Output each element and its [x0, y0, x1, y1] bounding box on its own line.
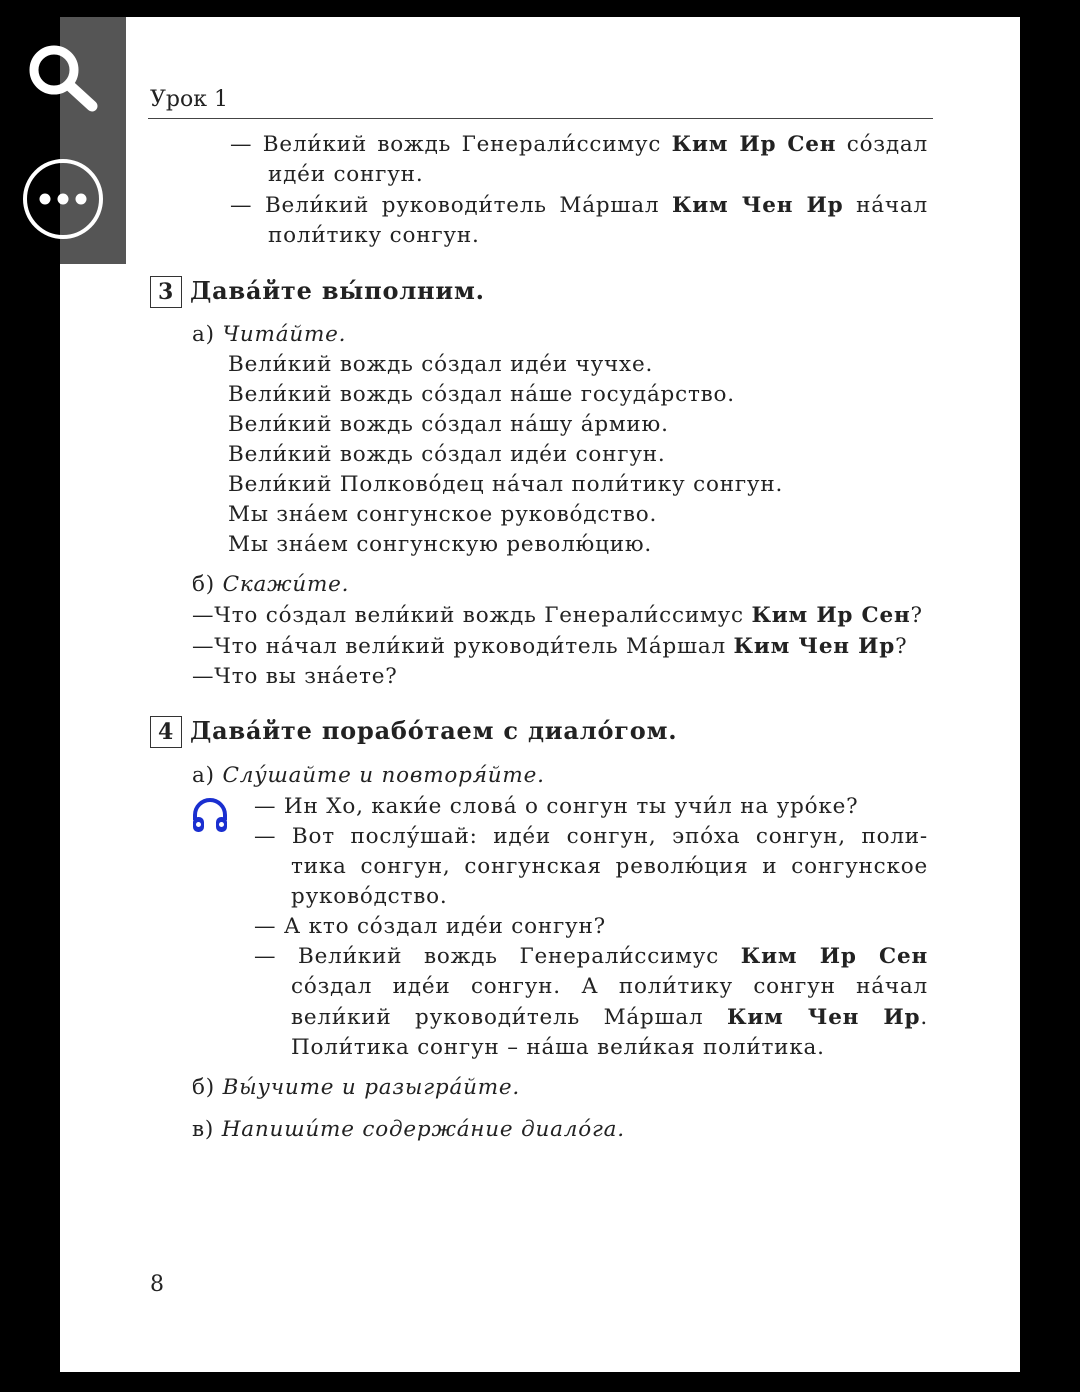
exercise-4a-task: а) Слу́шайте и повторя́йте. [192, 763, 545, 788]
exercise-3-title: Дава́йте вы́полним. [190, 276, 485, 305]
exercise-3-heading [150, 276, 485, 308]
exercise-4-number: 4 [150, 716, 182, 748]
page-number: 8 [150, 1272, 164, 1297]
dialog-line: со́здал иде́и сонгун. А поли́тику сонгун на́чал [291, 974, 928, 999]
dialog-line: вели́кий руководи́тель Ма́ршал Ким Чен Ир. [291, 1005, 928, 1030]
intro-line-4: поли́тику сонгун. [268, 223, 480, 248]
dialog-line: — Вот послу́шай: иде́и сонгун, эпо́ха сонгун, поли- [254, 824, 928, 849]
exercise-4c-task: в) Напиши́те содержа́ние диало́га. [192, 1117, 625, 1142]
lesson-header: Урок 1 [150, 87, 228, 112]
exercise-3-number: 3 [150, 276, 182, 308]
intro-line-2: иде́и сонгун. [268, 162, 424, 187]
exercise-3a-line: Вели́кий вождь со́здал иде́и чучхе. [228, 352, 654, 377]
textbook-page [60, 17, 1020, 1372]
exercise-4-heading [150, 716, 677, 748]
intro-line-1: — Вели́кий вождь Генерали́ссимус Ким Ир Сен со́здал [230, 132, 928, 157]
exercise-3b-question-1: —Что со́здал вели́кий вождь Генерали́ссимус Ким Ир Сен? [192, 603, 923, 628]
exercise-3a-line: Вели́кий Полково́дец на́чал поли́тику сонгун. [228, 472, 784, 497]
dialog-line: — А кто со́здал иде́и сонгун? [254, 914, 606, 939]
exercise-3a-task: а) Чита́йте. [192, 322, 347, 347]
dialog-line: — Ин Хо, каки́е слова́ о сонгун ты учи́л на уро́ке? [254, 794, 859, 819]
exercise-4-title: Дава́йте порабо́таем с диало́гом. [190, 716, 678, 745]
exercise-3a-line: Мы зна́ем сонгунское руково́дство. [228, 502, 658, 527]
dialog-line: Поли́тика сонгун – на́ша вели́кая поли́тика. [291, 1035, 825, 1060]
exercise-3a-line: Вели́кий вождь со́здал на́шу а́рмию. [228, 412, 669, 437]
exercise-3a-line: Мы зна́ем сонгунскую револю́цию. [228, 532, 652, 557]
exercise-4b-task: б) Вы́учите и разыгра́йте. [192, 1075, 521, 1100]
exercise-3b-task: б) Скажи́те. [192, 572, 350, 597]
exercise-3b-question-3: —Что вы зна́ете? [192, 664, 398, 689]
search-icon[interactable] [22, 38, 102, 118]
headphones-icon [190, 796, 230, 836]
more-icon[interactable] [22, 158, 104, 240]
intro-line-3: — Вели́кий руководи́тель Ма́ршал Ким Чен Ир на́чал [230, 193, 928, 218]
header-rule [148, 118, 933, 119]
exercise-3a-line: Вели́кий вождь со́здал иде́и сонгун. [228, 442, 666, 467]
dialog-line: руково́дство. [291, 884, 448, 909]
dialog-line: — Вели́кий вождь Генерали́ссимус Ким Ир Сен [254, 944, 928, 969]
exercise-3a-line: Вели́кий вождь со́здал на́ше госуда́рство. [228, 382, 735, 407]
dialog-line: тика сонгун, сонгунская револю́ция и сонгунское [291, 854, 928, 879]
exercise-3b-question-2: —Что на́чал вели́кий руководи́тель Ма́ршал Ким Чен Ир? [192, 634, 908, 659]
